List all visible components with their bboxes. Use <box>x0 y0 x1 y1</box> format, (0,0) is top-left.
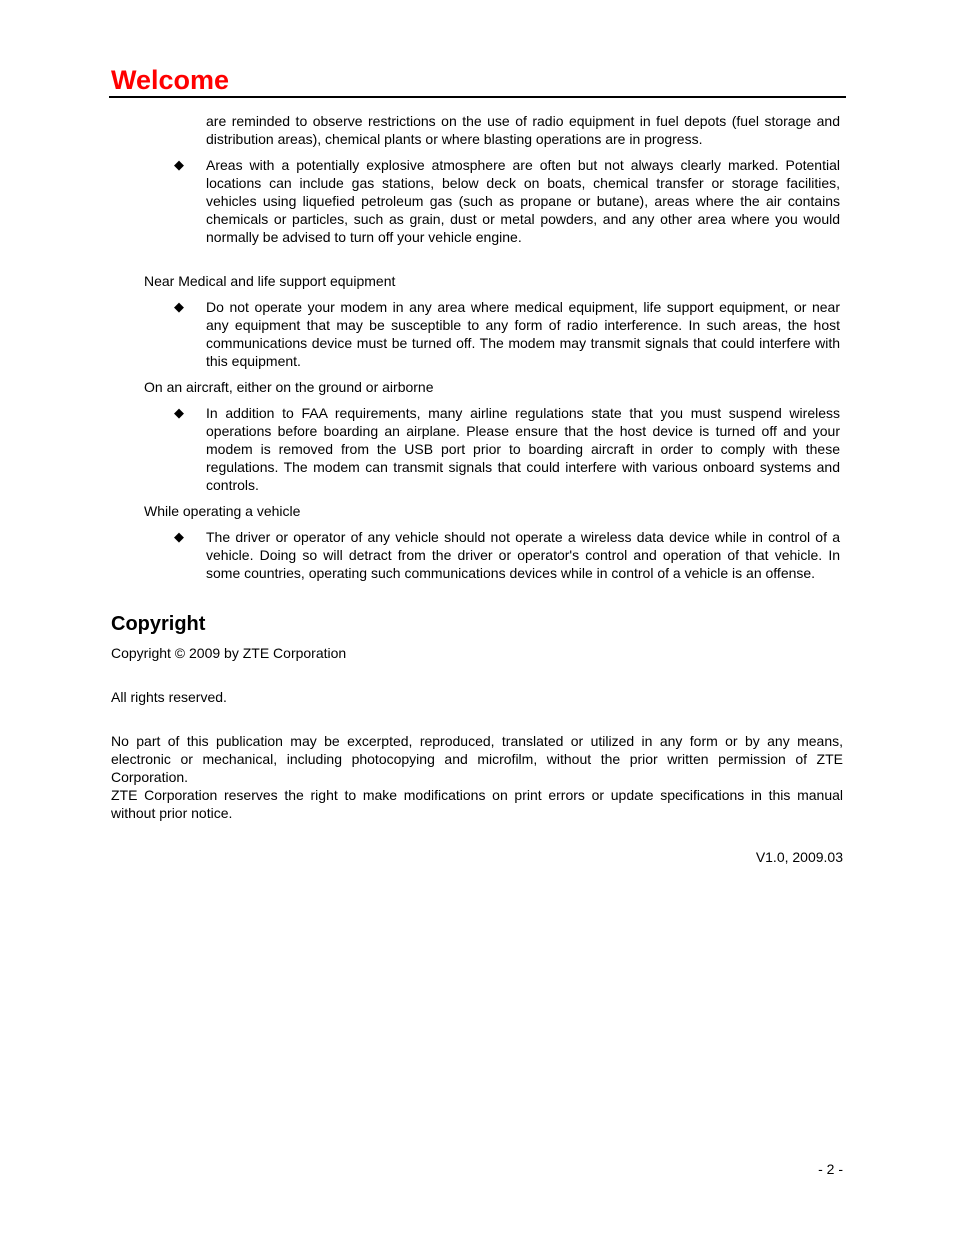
modification-notice-paragraph: ZTE Corporation reserves the right to make modifications on print errors or update specifications in this manual without prior notice. <box>111 787 843 821</box>
bullet-text: Do not operate your modem in any area where medical equipment, life support equipment, or near any equipment that may be susceptible to any form of radio interference. In such areas, the host communications device must be turned off. The modem may transmit signals that could interfere with this equipment. <box>206 299 840 369</box>
diamond-bullet-icon: ◆ <box>174 529 184 544</box>
document-body <box>111 112 843 866</box>
reproduction-notice-paragraph: No part of this publication may be excerpted, reproduced, translated or utilized in any form or by any means, electronic or mechanical, including photocopying and microfilm, without the prior written permission of ZTE Corporation. <box>111 733 843 785</box>
bullet-item-aircraft <box>174 404 840 494</box>
bullet-text: Areas with a potentially explosive atmosphere are often but not always clearly marked. Potential locations can include gas stations, below deck on boats, chemical transfer or storage facilities, vehicles using liquefied petroleum gas (such as propane or butane), areas where the air contains chemicals or particles, such as grain, dust or metal powders, and any other area where you would normally be advised to turn off your vehicle engine. <box>206 157 840 245</box>
diamond-bullet-icon: ◆ <box>174 299 184 314</box>
page-header-title: Welcome <box>111 65 230 95</box>
copyright-line: Copyright © 2009 by ZTE Corporation <box>111 645 347 661</box>
intro-continuation-paragraph: are reminded to observe restrictions on the use of radio equipment in fuel depots (fuel storage and distribution areas), chemical plants or where blasting operations are in progress. <box>206 113 840 147</box>
subheading-medical-equipment: Near Medical and life support equipment <box>144 273 396 289</box>
bullet-item-explosive-atmosphere <box>174 156 840 246</box>
bullet-text: The driver or operator of any vehicle should not operate a wireless data device while in control of a vehicle. Doing so will detract from the driver or operator's control and operation of that vehicle. In some countries, operating such communications devices while in control of a vehicle is an offense. <box>206 529 840 581</box>
bullet-item-vehicle <box>174 528 840 582</box>
page-number: - 2 - <box>818 1161 843 1177</box>
subheading-aircraft: On an aircraft, either on the ground or airborne <box>144 379 434 395</box>
version-label: V1.0, 2009.03 <box>755 849 843 865</box>
diamond-bullet-icon: ◆ <box>174 405 184 420</box>
copyright-section-title: Copyright <box>111 613 206 635</box>
subheading-vehicle: While operating a vehicle <box>144 503 301 519</box>
rights-reserved-line: All rights reserved. <box>111 689 227 705</box>
header-divider <box>109 96 846 98</box>
bullet-text: In addition to FAA requirements, many airline regulations state that you must suspend wireless operations before boarding an airplane. Please ensure that the host device is turned off and your modem is removed from the USB port prior to boarding aircraft in order to comply with these regulations. The modem can transmit signals that could interfere with various onboard systems and controls. <box>206 405 840 493</box>
diamond-bullet-icon: ◆ <box>174 157 184 172</box>
bullet-item-medical-equipment <box>174 298 840 370</box>
